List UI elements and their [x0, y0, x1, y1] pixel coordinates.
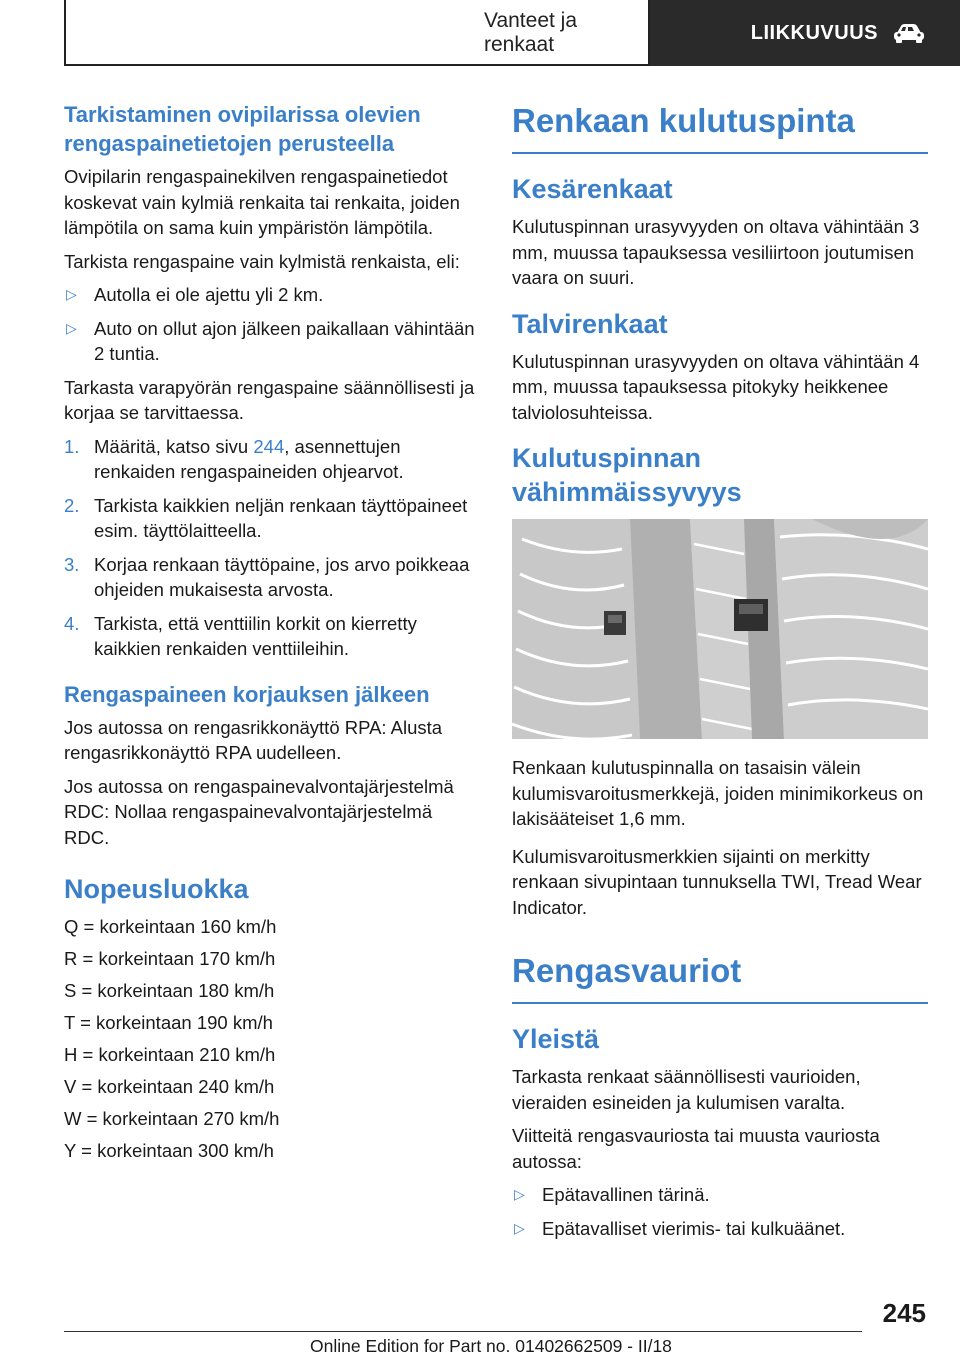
header-chapter-bar: [650, 0, 960, 66]
paragraph: Kulutuspinnan urasyvyyden on oltava vähintään 3 mm, muussa tapauksessa vesiliirtoon joutumisen vaara on suuri.: [512, 216, 920, 288]
speed-item: T = korkeintaan 190 km/h: [64, 1012, 273, 1033]
list-item: ▷ Epätavallinen tärinä.: [512, 1182, 928, 1208]
step-item: 4. Tarkista, että venttiilin korkit on kierretty kaikkien renkaiden venttiileihin.: [64, 612, 417, 659]
paragraph: Kulutuspinnan urasyvyyden on oltava vähintään 4 mm, muussa tapauksessa pitokyky heikkenee talviolosuhteissa.: [512, 350, 920, 423]
heading-tread: Renkaan kulutuspinta: [512, 100, 928, 154]
list-item: ▷ Autolla ei ole ajettu yli 2 km.: [64, 282, 482, 308]
page-link[interactable]: 244: [253, 435, 285, 457]
header-chapter-title: LIIKKUVUUS: [750, 21, 878, 44]
speed-item: V = korkeintaan 240 km/h: [64, 1076, 275, 1097]
triangle-bullet-icon: ▷: [514, 1186, 525, 1202]
car-icon: [892, 22, 926, 44]
speed-item: Q = korkeintaan 160 km/h: [64, 916, 277, 937]
list-item: ▷ Epätavalliset vierimis- tai kulkuäänet.: [512, 1216, 928, 1242]
triangle-bullet-icon: ▷: [514, 1219, 525, 1236]
paragraph: Renkaan kulutuspinnalla on tasaisin välein kulumisvaroitusmerkkejä, joiden minimikorkeus on lakisääteiset 1,6 mm.: [512, 757, 924, 829]
paragraph: Tarkista rengaspaine vain kylmistä renkaista, eli:: [64, 250, 460, 272]
paragraph: Viitteitä rengasvauriosta tai muusta vauriosta autossa:: [512, 1125, 880, 1172]
heading-check-door-pillar: Tarkistaminen ovipilarissa olevien rengaspainetietojen perusteella: [64, 102, 421, 156]
speed-item: W = korkeintaan 270 km/h: [64, 1108, 280, 1129]
list-item: ▷ Auto on ollut ajon jälkeen paikallaan vähintään 2 tuntia.: [64, 316, 482, 367]
step-item: 3. Korjaa renkaan täyttöpaine, jos arvo poikkeaa ohjeiden mukaisesta arvosta.: [64, 553, 470, 600]
paragraph: Jos autossa on rengasrikkonäyttö RPA: Alusta rengasrikkonäyttö RPA uudelleen.: [64, 716, 443, 763]
speed-item: R = korkeintaan 170 km/h: [64, 948, 276, 969]
speed-item: H = korkeintaan 210 km/h: [64, 1044, 276, 1065]
heading-speed-class: Nopeusluokka: [64, 874, 249, 904]
heading-winter-tires: Talvirenkaat: [512, 308, 668, 339]
speed-item: Y = korkeintaan 300 km/h: [64, 1140, 274, 1161]
footer-divider: [64, 1331, 862, 1332]
tread-wear-indicator-illustration: [512, 519, 928, 739]
speed-item: S = korkeintaan 180 km/h: [64, 980, 275, 1001]
footer-edition: Online Edition for Part no. 01402662509 - II/18: [310, 1336, 672, 1356]
heading-tire-damage: Rengasvauriot: [512, 950, 928, 1004]
paragraph: Jos autossa on rengaspainevalvontajärjestelmä RDC: Nollaa rengaspainevalvontajärjestelmä RDC.: [64, 775, 454, 848]
heading-summer-tires: Kesärenkaat: [512, 174, 673, 204]
left-column: [64, 100, 482, 1170]
page-number: 245: [882, 1298, 926, 1328]
triangle-bullet-icon: ▷: [66, 286, 77, 302]
paragraph: Tarkasta renkaat säännöllisesti vaurioiden, vieraiden esineiden ja kulumisen varalta.: [512, 1066, 861, 1113]
step-item: 2. Tarkista kaikkien neljän renkaan täyttöpaineet esim. täyttölaitteella.: [64, 494, 468, 541]
heading-min-tread-depth: Kulutuspinnan vähimmäissyvyys: [512, 443, 742, 507]
right-column: [512, 100, 928, 1249]
paragraph: Ovipilarin rengaspainekilven rengaspainetiedot koskevat vain kylmiä renkaita tai renkaita, joiden lämpötila on sama kuin ympäristön lämpötila.: [64, 166, 460, 238]
triangle-bullet-icon: ▷: [66, 319, 77, 336]
header-section-title: Vanteet ja renkaat: [484, 0, 650, 66]
paragraph: Kulumisvaroitusmerkkien sijainti on merkitty renkaan sivupintaan tunnuksella TWI, Tread Wear Indicator.: [512, 845, 922, 918]
step-item: 1. Määritä, katso sivu 244, asennettujen renkaiden rengaspaineiden ohjearvot.: [64, 435, 404, 482]
heading-after-correction: Rengaspaineen korjauksen jälkeen: [64, 681, 430, 707]
paragraph: Tarkasta varapyörän rengaspaine säännöllisesti ja korjaa se tarvittaessa.: [64, 376, 475, 423]
page-header: [64, 0, 960, 66]
heading-general: Yleistä: [512, 1024, 600, 1054]
